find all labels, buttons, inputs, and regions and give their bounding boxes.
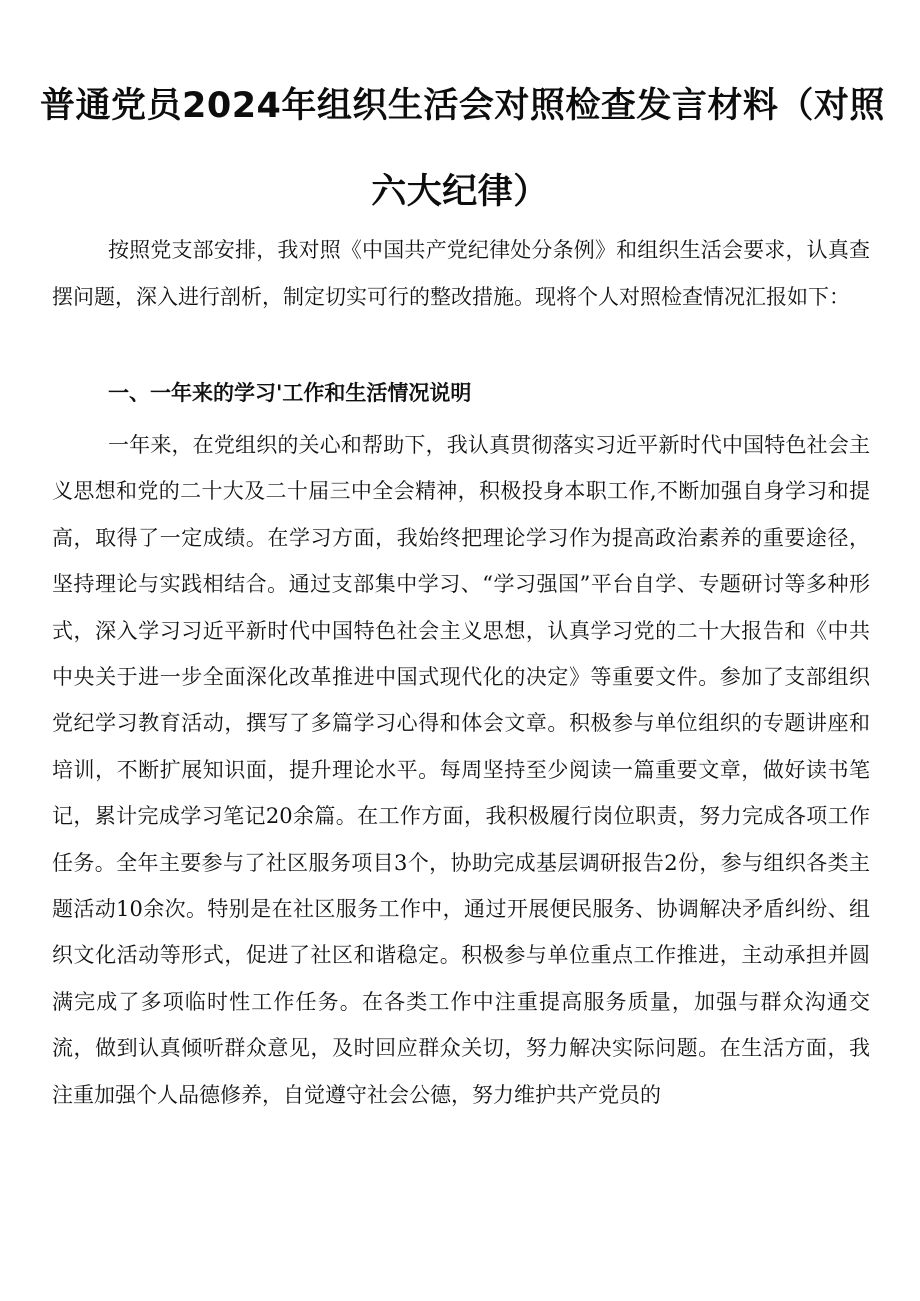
document-title-line-1: 普通党员2024年组织生活会对照检查发言材料（对照 [40,86,885,126]
document-title-line-2: 六大纪律） [371,172,549,212]
section-heading: 一、一年来的学习'工作和生活情况说明 [108,381,472,405]
intro-paragraph: 按照党支部安排，我对照《中国共产党纪律处分条例》和组织生活会要求，认真查摆问题，深入进行剖析，制定切实可行的整改措施。现将个人对照检查情况汇报如下： [52,238,870,309]
body-paragraph: 一年来，在党组织的关心和帮助下，我认真贯彻落实习近平新时代中国特色社会主义思想和党的二十大及二十届三中全会精神，积极投身本职工作,不断加强自身学习和提高，取得了一定成绩。在学习方面，我始终把理论学习作为提高政治素养的重要途径，坚持理论与实践相结合。通过支部集中学习、“学习强国”平台自学、专题研讨等多种形式，深入学习习近平新时代中国特色社会主义思想，认真学习党的二十大报告和《中共中央关于进一步全面深化改革推进中国式现代化的决定》等重要文件。参加了支部组织党纪学习教育活动，撰写了多篇学习心得和体会文章。积极参与单位组织的专题讲座和培训，不断扩展知识面，提升理论水平。每周坚持至少阅读一篇重要文章，做好读书笔记，累计完成学习笔记20余篇。在工作方面，我积极履行岗位职责，努力完成各项工作任务。全年主要参与了社区服务项目3个，协助完成基层调研报告2份，参与组织各类主题活动10余次。特别是在社区服务工作中，通过开展便民服务、协调解决矛盾纠纷、组织文化活动等形式，促进了社区和谐稳定。积极参与单位重点工作推进，主动承担并圆满完成了多项临时性工作任务。在各类工作中注重提高服务质量，加强与群众沟通交流，做到认真倾听群众意见，及时回应群众关切，努力解决实际问题。在生活方面，我注重加强个人品德修养，自觉遵守社会公德，努力维护共产党员的 [52,433,870,1107]
